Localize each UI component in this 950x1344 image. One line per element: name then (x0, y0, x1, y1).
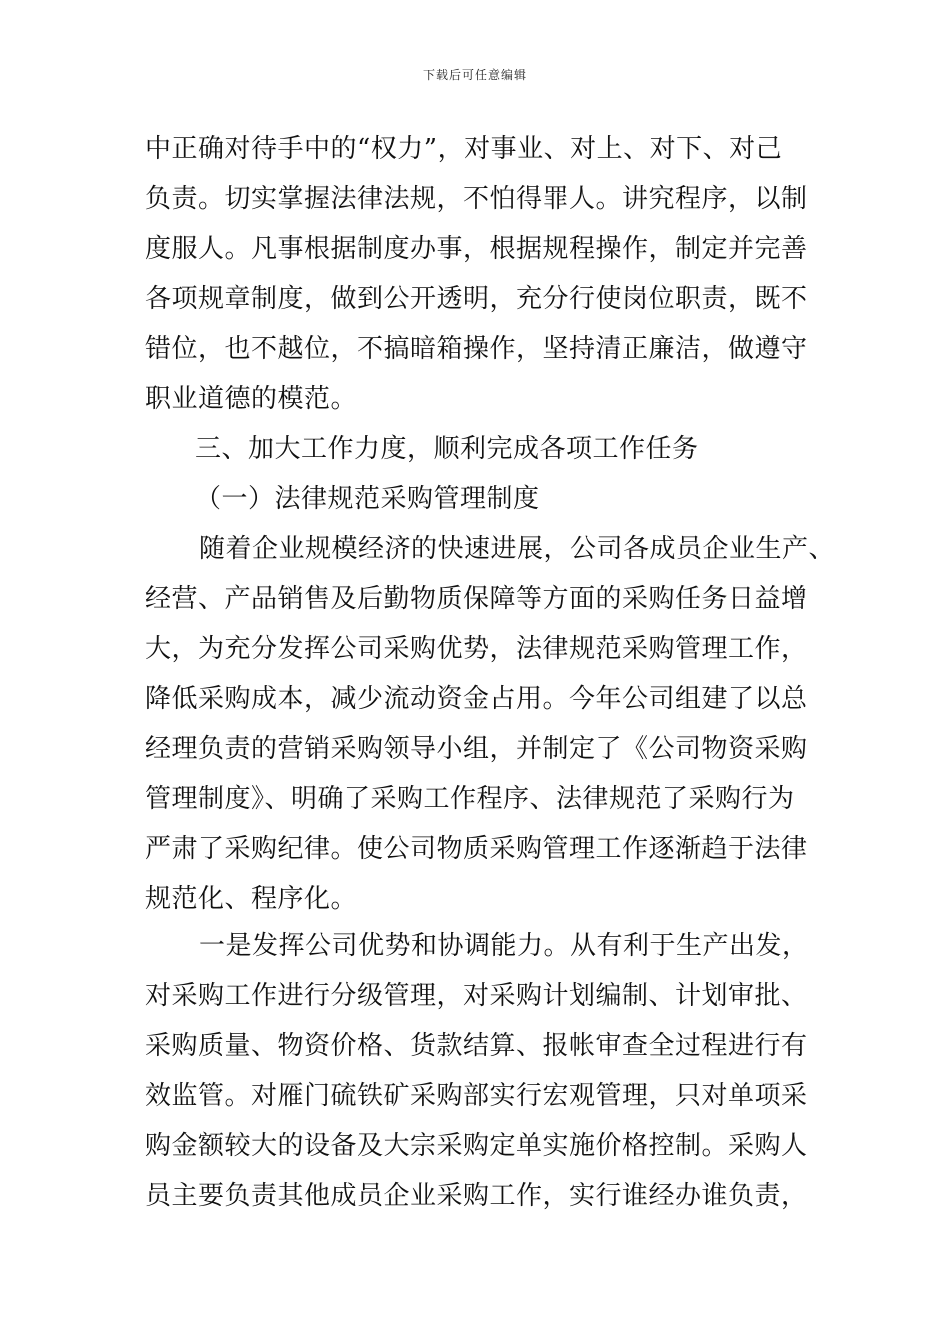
body-line: 大，为充分发挥公司采购优势，法律规范采购管理工作， (145, 634, 808, 664)
body-line: 中正确对待手中的“权力”，对事业、对上、对下、对己 (145, 134, 783, 164)
body-line: 职业道德的模范。 (145, 384, 358, 414)
section-heading: 三、加大工作力度，顺利完成各项工作任务 (195, 434, 699, 464)
subsection-heading: （一）法律规范采购管理制度 (195, 484, 540, 514)
body-line: 采购质量、物资价格、货款结算、报帐审查全过程进行有 (145, 1031, 808, 1061)
body-line: 效监管。对雁门硫铁矿采购部实行宏观管理，只对单项采 (145, 1081, 808, 1111)
body-line: 严肃了采购纪律。使公司物质采购管理工作逐渐趋于法律 (145, 834, 808, 864)
body-line: 各项规章制度，做到公开透明，充分行使岗位职责，既不 (145, 284, 808, 314)
body-line: 对采购工作进行分级管理，对采购计划编制、计划审批、 (145, 981, 808, 1011)
body-line: 随着企业规模经济的快速进展，公司各成员企业生产、 (199, 534, 836, 564)
body-line: 一是发挥公司优势和协调能力。从有利于生产出发， (199, 931, 809, 961)
body-line: 度服人。凡事根据制度办事，根据规程操作，制定并完善 (145, 234, 808, 264)
body-line: 负责。切实掌握法律法规，不怕得罪人。讲究程序，以制 (145, 184, 808, 214)
body-line: 员主要负责其他成员企业采购工作，实行谁经办谁负责， (145, 1181, 808, 1211)
body-line: 管理制度》、明确了采购工作程序、法律规范了采购行为 (145, 784, 795, 814)
page-header-note: 下载后可任意编辑 (422, 68, 527, 82)
body-line: 错位，也不越位，不搞暗箱操作，坚持清正廉洁，做遵守 (145, 334, 808, 364)
body-line: 经理负责的营销采购领导小组，并制定了《公司物资采购 (145, 734, 808, 764)
body-line: 购金额较大的设备及大宗采购定单实施价格控制。采购人 (145, 1131, 808, 1161)
body-line: 经营、产品销售及后勤物质保障等方面的采购任务日益增 (145, 584, 808, 614)
body-line: 规范化、程序化。 (145, 884, 358, 914)
body-line: 降低采购成本，减少流动资金占用。今年公司组建了以总 (145, 684, 808, 714)
